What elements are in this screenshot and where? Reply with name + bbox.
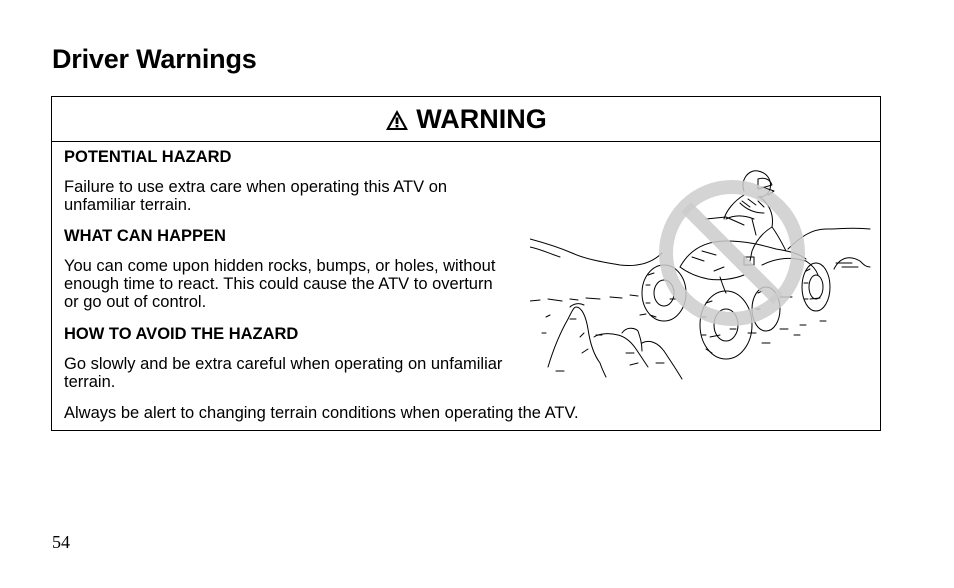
warning-body bbox=[52, 142, 880, 430]
warning-title: WARNING bbox=[416, 103, 547, 134]
avoid-hazard-text: Go slowly and be extra careful when operating on unfamiliar terrain. bbox=[64, 355, 503, 391]
avoid-hazard-heading: HOW TO AVOID THE HAZARD bbox=[64, 325, 299, 343]
no-atv-unfamiliar-terrain-icon bbox=[530, 157, 872, 385]
potential-hazard-heading: POTENTIAL HAZARD bbox=[64, 148, 232, 166]
warning-triangle-icon bbox=[385, 109, 409, 131]
what-can-happen-heading: WHAT CAN HAPPEN bbox=[64, 227, 226, 245]
potential-hazard-text: Failure to use extra care when operating this ATV on unfamiliar terrain. bbox=[64, 178, 448, 214]
what-can-happen-text: You can come upon hidden rocks, bumps, or holes, without enough time to react. This could cause the ATV to overturn or go out of control. bbox=[64, 257, 496, 311]
closing-text: Always be alert to changing terrain conditions when operating the ATV. bbox=[64, 404, 579, 422]
warning-box bbox=[51, 96, 881, 431]
page-number: 54 bbox=[52, 532, 70, 552]
page-title: Driver Warnings bbox=[52, 44, 257, 74]
warning-header bbox=[52, 97, 880, 142]
